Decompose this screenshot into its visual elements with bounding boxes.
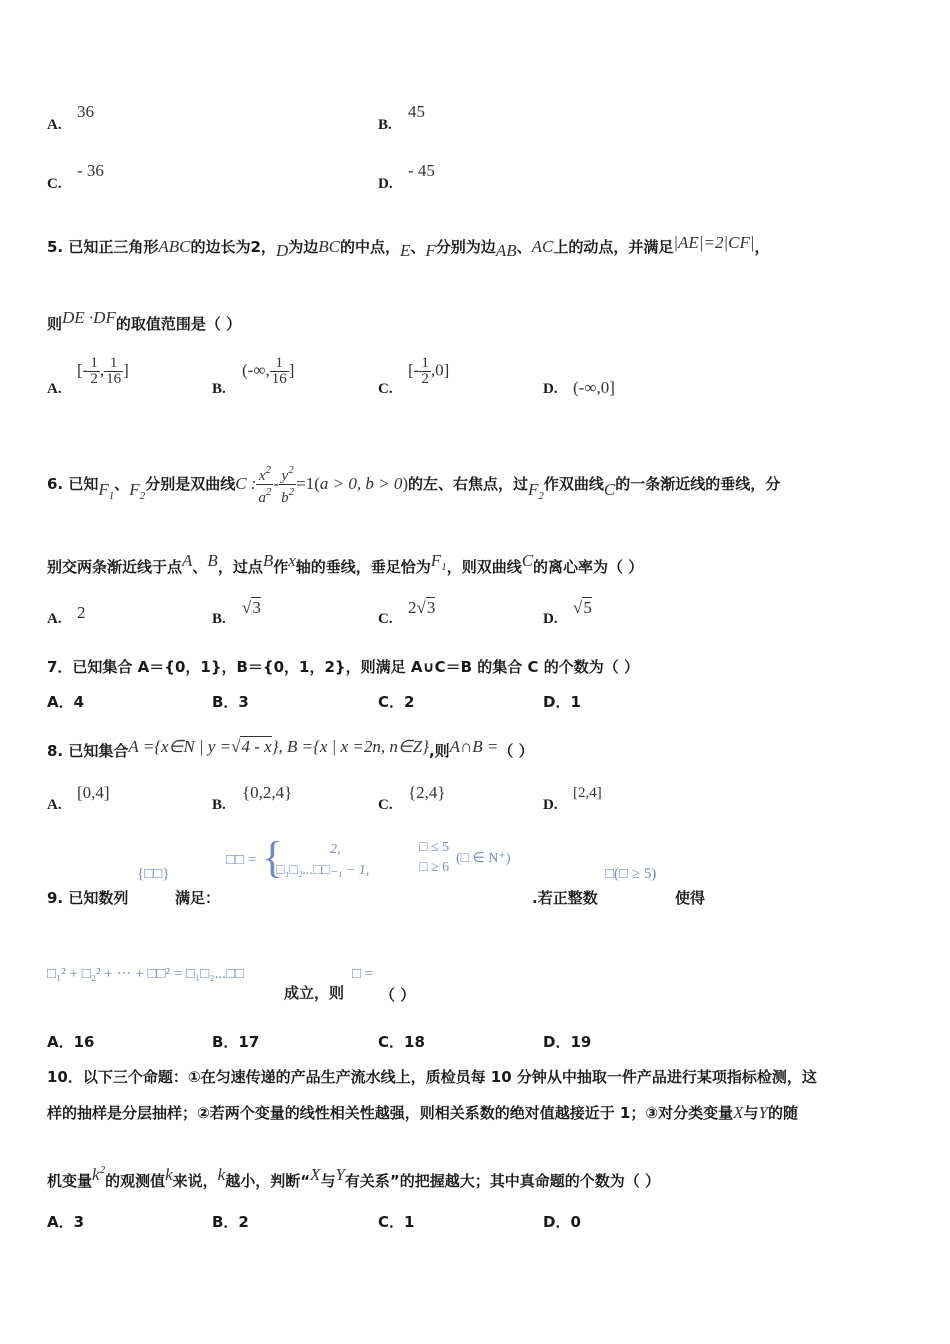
q9-def-lhs: □□ =: [226, 852, 257, 868]
q8-option-c-value: {2,4}: [408, 783, 446, 802]
q10-math: Y: [758, 1103, 768, 1122]
q6-equals: =1(: [296, 474, 320, 493]
q5-option-a-label: A.: [47, 381, 62, 397]
q6-b: b: [281, 490, 289, 506]
q4-option-c-label: C.: [47, 176, 62, 192]
q5-c-frac: [419, 356, 431, 387]
q10-text: 的观测值: [105, 1172, 166, 1190]
q6-text: 的离心率为（ ）: [533, 558, 644, 576]
q5-text: 则: [47, 315, 63, 333]
q10-math: k: [217, 1165, 226, 1184]
q6-f2-sub: 2: [139, 490, 146, 502]
q6-line-1: [47, 463, 780, 506]
q8-number: 8.: [47, 742, 64, 760]
q5-a-frac2-den: 16: [106, 371, 122, 387]
q6-x: x: [258, 468, 266, 484]
q5-math: BC: [318, 237, 340, 256]
q5-b-frac-den: 16: [271, 371, 287, 387]
q5-math: ABC: [158, 237, 191, 256]
q6-d-radicand: 5: [583, 598, 592, 617]
q5-text: 、: [516, 238, 532, 256]
q5-option-d-value: (-∞,0]: [573, 378, 615, 397]
q6-f4-letter: F: [430, 551, 442, 570]
q5-text: 已知正三角形: [68, 238, 159, 256]
q6-option-d-label: D.: [543, 611, 558, 627]
q6-f3-sub: 2: [538, 490, 544, 502]
q6-text: 已知: [68, 475, 99, 493]
q5-text: 分别为边: [435, 238, 496, 256]
q10-text: 与: [743, 1104, 759, 1122]
q10-text: 来说，: [172, 1172, 218, 1190]
q5-text: 上的动点，并满足: [553, 238, 674, 256]
q9-text-such-that: 使得: [675, 889, 706, 907]
q9-m-equals: □ =: [352, 966, 374, 982]
q9-case-2: □₁□₂...□□₋₁ − 1,: [276, 863, 370, 878]
q5-b-frac: [270, 356, 289, 387]
q8-text: 已知集合: [68, 742, 129, 760]
q6-f4-sub: 1: [441, 561, 447, 573]
q8-option-c-label: C.: [378, 797, 393, 813]
q10-option-c: C．1: [378, 1213, 415, 1231]
q6-math: B: [207, 551, 218, 570]
q4-option-b-value: 45: [408, 102, 425, 121]
q6-close: ): [402, 474, 408, 493]
q6-number: 6.: [47, 475, 64, 493]
q4-option-d-label: D.: [378, 176, 393, 192]
q5-math: |AE|=2|CF|: [673, 233, 755, 252]
q10-k: k: [92, 1165, 100, 1184]
q8-option-a-value: [0,4]: [77, 783, 110, 802]
q8-option-b-label: B.: [212, 797, 226, 813]
q6-text: ，则双曲线: [446, 558, 522, 576]
q9-option-b: B．17: [212, 1033, 260, 1051]
q7-stem: 7．已知集合 A＝{0，1}，B＝{0，1，2}，则满足 A∪C＝B 的集合 C 的个数为（ ）: [47, 658, 639, 676]
q5-option-b-value: [242, 356, 294, 387]
q5-math: D: [275, 241, 289, 260]
q5-a-frac1-den: 2: [90, 371, 98, 387]
q6-math: B: [262, 551, 274, 570]
q6-frac-y-den: [279, 485, 296, 506]
q6-minus: -: [273, 474, 280, 493]
q10-line-3: [47, 1164, 660, 1191]
q5-number: 5.: [47, 238, 64, 256]
q5-c-right: ,0]: [430, 360, 450, 380]
q9-option-d: D．19: [543, 1033, 592, 1051]
q6-f1-letter: F: [98, 480, 109, 499]
q6-b-radicand: 3: [252, 598, 261, 617]
q9-brace: {: [262, 833, 284, 882]
q6-x-sup: 2: [265, 464, 272, 476]
q5-a-frac2-num: 1: [104, 356, 123, 372]
q5-c-frac-den: 2: [421, 371, 429, 387]
q6-text: ，过点: [217, 558, 263, 576]
q6-f3: [528, 480, 544, 502]
q10-math: X: [310, 1165, 321, 1184]
q9-number: 9.: [47, 889, 64, 907]
q5-line-1: [47, 233, 770, 261]
q6-frac-y-num: [279, 463, 296, 485]
q5-a-bracket: [-: [77, 360, 89, 380]
q9-text: 已知数列: [68, 889, 129, 907]
q10-k-sup: 2: [99, 1164, 106, 1176]
q10-option-d: D．0: [543, 1213, 581, 1231]
q4-option-c-value: - 36: [77, 161, 104, 180]
q6-text: 轴的垂线，垂足恰为: [295, 558, 431, 576]
q10-line-1: 10．以下三个命题：①在匀速传递的产品生产流水线上，质检员每 10 分钟从中抽取一件产品进行某项指标检测，这: [47, 1068, 817, 1086]
q9-number-text: [47, 887, 128, 908]
q6-frac-x-num: [256, 463, 273, 485]
q5-text: 的边长为2，: [190, 238, 276, 256]
q8-text: （ ）: [498, 742, 534, 760]
q6-f4: [430, 551, 447, 573]
q10-text: 与: [320, 1172, 336, 1190]
q6-math: x: [288, 551, 296, 570]
q10-math: k: [165, 1165, 173, 1184]
q5-a-frac1: [88, 356, 100, 387]
q9-cond-2: □ ≥ 6: [419, 860, 450, 875]
q10-k-squared: [92, 1165, 105, 1184]
q7-option-b: B．3: [212, 693, 249, 711]
q6-c-coef: 2: [408, 598, 417, 617]
q6-option-b-value: √3: [242, 598, 261, 617]
q6-text: 的一条渐近线的垂线，分: [615, 475, 781, 493]
q4-option-a-label: A.: [47, 117, 62, 133]
q5-math: F: [425, 241, 436, 260]
q6-condition: a > 0, b > 0: [319, 474, 403, 493]
q5-text: ，: [754, 238, 770, 256]
q9-text-satisfy: 满足：: [175, 889, 221, 907]
q6-frac-y: [279, 463, 296, 506]
q6-frac-x: [256, 463, 273, 506]
q9-cond-3: (□ ∈ N⁺): [456, 851, 511, 866]
q8-sqrt: √4 - x: [231, 737, 272, 756]
q5-b-left: (-∞,: [242, 360, 270, 380]
q6-frac-x-den: [256, 485, 273, 506]
q5-option-c-value: [408, 356, 449, 387]
q6-curve-name: C :: [235, 474, 257, 493]
q8-option-a-label: A.: [47, 797, 62, 813]
q8-text: ,则: [428, 742, 450, 760]
q5-c-frac-num: 1: [421, 355, 429, 371]
q5-option-a-value: [77, 356, 129, 387]
q10-text: 机变量: [47, 1172, 93, 1190]
q6-text: 的左、右焦点，过: [408, 475, 529, 493]
q7-option-c: C．2: [378, 693, 415, 711]
q5-math: E: [400, 241, 411, 260]
q6-option-c-label: C.: [378, 611, 393, 627]
q6-f1-sub: 1: [108, 490, 115, 502]
q8-stem: [47, 737, 534, 761]
q8-set-a: A ={x∈N | y =: [128, 737, 232, 756]
q8-set-b: }, B ={x | x =2n, n∈Z}: [271, 737, 429, 756]
q6-option-b-label: B.: [212, 611, 226, 627]
q9-case-1: 2,: [330, 842, 341, 857]
q4-option-d-value: - 45: [408, 161, 435, 180]
q6-option-a-value: 2: [77, 603, 86, 622]
q10-text: 的随: [767, 1104, 798, 1122]
q8-intersection: A∩B =: [449, 737, 499, 756]
q5-math: AB: [495, 241, 517, 260]
q8-radicand: 4 - x: [241, 737, 272, 756]
q5-b-frac-num: 1: [270, 356, 289, 372]
q6-f3-letter: F: [528, 480, 539, 499]
q10-math: Y: [335, 1165, 345, 1184]
q5-a-comma: ,: [99, 360, 105, 380]
q9-cond-4: □(□ ≥ 5): [605, 866, 657, 882]
q10-text: 有关系”的把握越大；其中真命题的个数为（ ）: [344, 1172, 661, 1190]
q10-line-2: [47, 1102, 798, 1123]
q6-text: 、: [114, 475, 130, 493]
q6-math: C: [521, 551, 534, 570]
q6-option-c-value: 2√3: [408, 598, 436, 617]
q10-option-a: A．3: [47, 1213, 85, 1231]
q5-math: DE ·DF: [62, 308, 116, 327]
q8-option-d-value: [2,4]: [573, 785, 602, 801]
q5-option-c-label: C.: [378, 381, 393, 397]
q5-option-b-label: B.: [212, 381, 226, 397]
q6-text: 、: [192, 558, 208, 576]
q6-f1: [98, 480, 115, 502]
q6-a-sup: 2: [265, 486, 272, 498]
q6-y-sup: 2: [288, 464, 294, 476]
q6-option-a-label: A.: [47, 611, 62, 627]
q8-option-d-label: D.: [543, 797, 558, 813]
q9-option-a: A．16: [47, 1033, 95, 1051]
q6-c-radicand: 3: [426, 598, 436, 617]
q6-text: 别交两条渐近线于点: [47, 558, 183, 576]
q6-line-2: [47, 551, 643, 577]
q10-text: 越小，判断“: [225, 1172, 311, 1190]
q5-a-frac2: [104, 356, 123, 387]
q5-text: 的取值范围是（ ）: [115, 315, 242, 333]
q9-option-c: C．18: [378, 1033, 425, 1051]
q5-a-frac1-num: 1: [90, 355, 98, 371]
q6-f2-letter: F: [129, 480, 140, 499]
q9-text-holds: 成立，则: [284, 984, 345, 1002]
q5-a-bracket: ]: [123, 360, 129, 380]
q5-b-bracket: ]: [288, 360, 295, 380]
q9-cond-1: □ ≤ 5: [419, 840, 450, 855]
q9-equation: □₁² + □₂² + ··· + □□² = □₁□₂...□□: [47, 966, 244, 982]
q5-c-bracket: [-: [408, 360, 420, 380]
q5-option-d-label: D.: [543, 381, 558, 397]
q6-math: A: [182, 551, 193, 570]
q9-sequence: {□□}: [137, 866, 170, 882]
q10-option-b: B．2: [212, 1213, 249, 1231]
q6-f2: [129, 480, 146, 502]
q5-line-2: [47, 308, 241, 334]
q6-text: 分别是双曲线: [145, 475, 236, 493]
q7-option-a: A．4: [47, 693, 85, 711]
q9-text-paren: （ ）: [380, 986, 416, 1004]
q6-y: y: [281, 468, 289, 484]
q5-text: 的中点，: [339, 238, 400, 256]
q6-text: 作: [273, 558, 289, 576]
q10-text: 样的抽样是分层抽样；②若两个变量的线性相关性越强，则相关系数的绝对值越接近于 1；③对分类变量: [47, 1104, 734, 1122]
q10-math: X: [733, 1103, 744, 1122]
q4-option-a-value: 36: [77, 102, 94, 121]
q9-text-positive-int: .若正整数: [532, 889, 598, 907]
q6-a: a: [258, 490, 266, 506]
q5-text: 为边: [288, 238, 319, 256]
q6-text: 作双曲线: [543, 475, 604, 493]
q5-text: 、: [410, 238, 426, 256]
q5-math: AC: [531, 237, 554, 256]
q8-option-b-value: {0,2,4}: [242, 783, 293, 802]
q7-option-d: D．1: [543, 693, 581, 711]
q4-option-b-label: B.: [378, 117, 392, 133]
q6-option-d-value: √5: [573, 598, 592, 617]
q6-math: C: [603, 480, 616, 499]
q6-b-sup: 2: [288, 486, 295, 498]
